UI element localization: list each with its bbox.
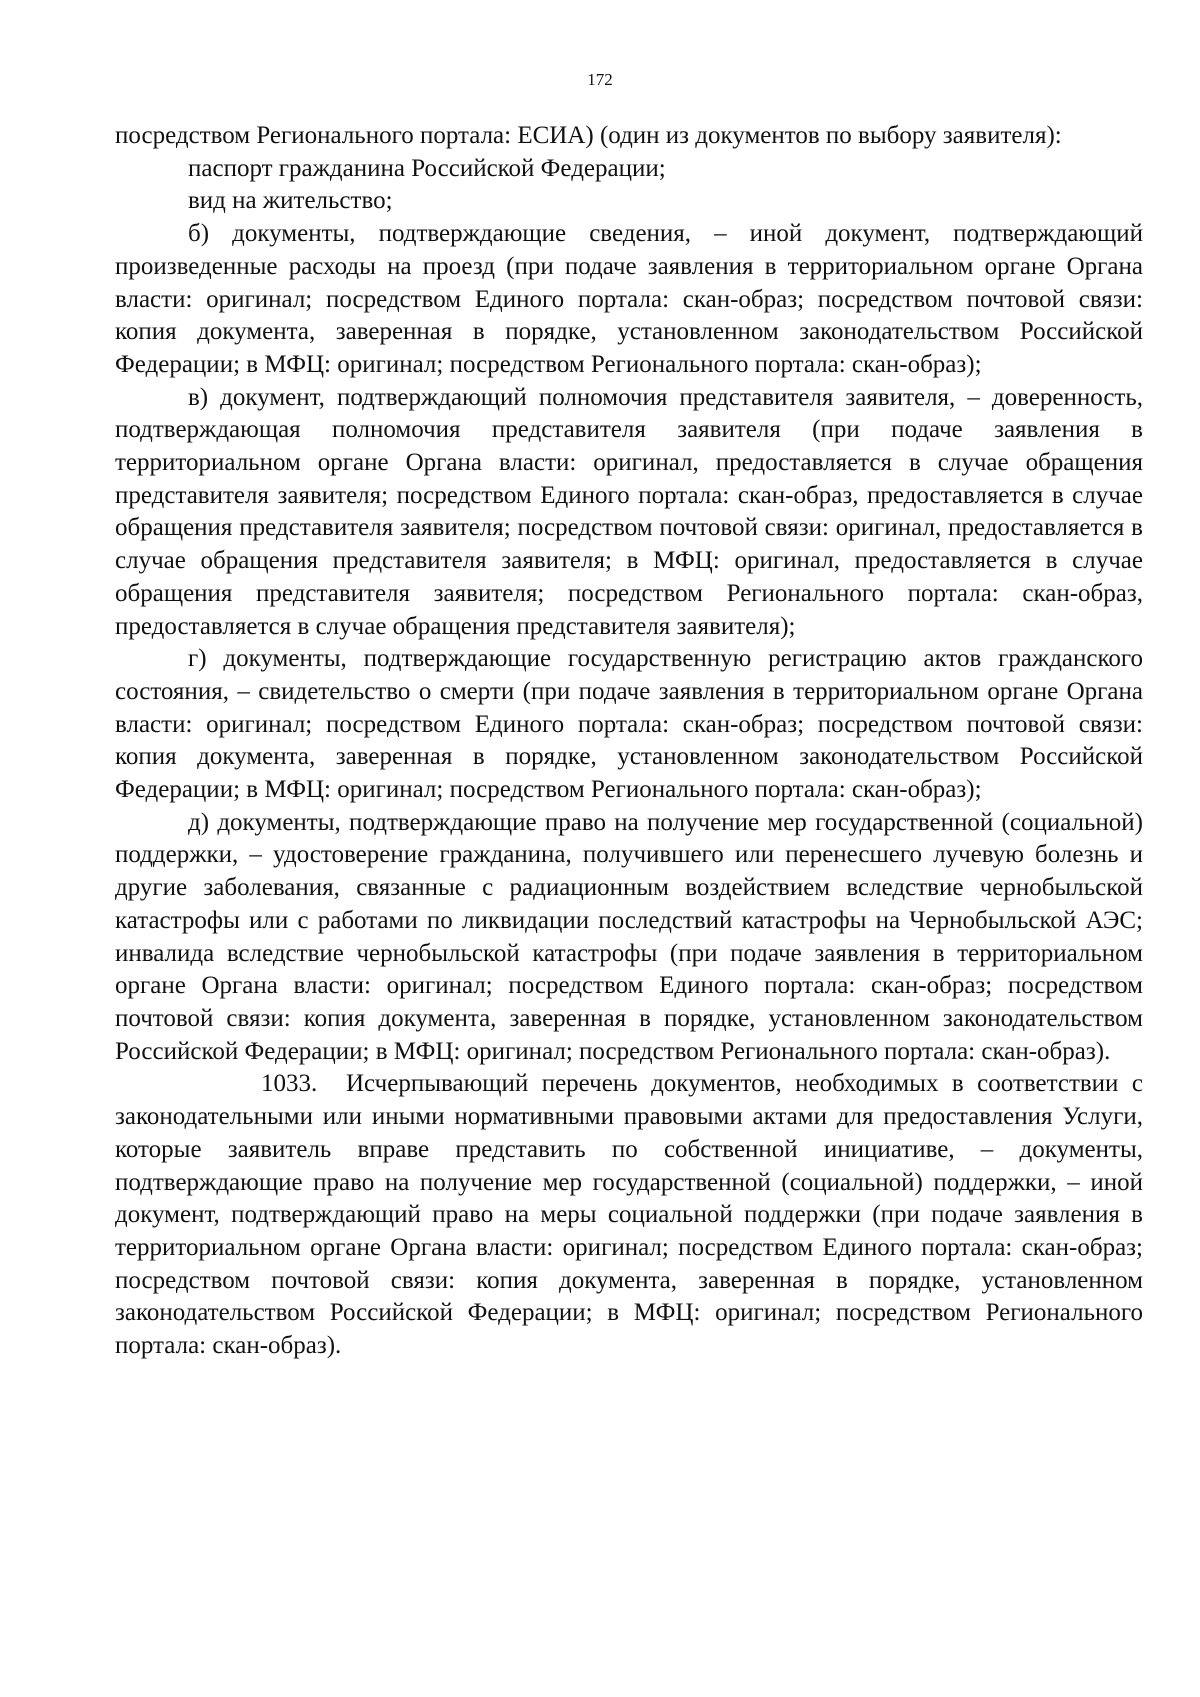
- list-item-passport: паспорт гражданина Российской Федерации;: [188, 154, 666, 182]
- paragraph-text: Исчерпывающий перечень документов, необходимых в соответствии с законодательными или иными нормативными правовыми актами для предоставления Услуги, которые заявитель вправе представить по собственной инициативе, – документы, подтверждающие право на получение мер государственной (социальной) поддержки, – иной документ, подтверждающий право на меры социальной поддержки (при подаче заявления в территориальном органе Органа власти: оригинал; посредством Единого портала: скан-образ; посредством почтовой связи: копия документа, заверенная в порядке, установленном законодательством Российской Федерации; в МФЦ: оригинал; посредством Регионального портала: скан-образ).: [115, 1070, 1143, 1360]
- list-item-residence-permit: вид на жительство;: [188, 187, 393, 215]
- page-number: 172: [587, 70, 613, 89]
- paragraph-item-g: г) документы, подтверждающие государственную регистрацию актов гражданского состояния, – свидетельство о смерти (при подаче заявления в территориальном органе Органа власти: оригинал; посредством Единого портала: скан-образ; посредством почтовой связи: копия документа, заверенная в порядке, установленном законодательством Российской Федерации; в МФЦ: оригинал; посредством Регионального портала: скан-образ);: [115, 645, 1143, 804]
- paragraph-continuation: посредством Регионального портала: ЕСИА) (один из документов по выбору заявителя):: [115, 122, 1062, 149]
- document-body: [115, 120, 1143, 1363]
- paragraph-item-v: в) документ, подтверждающий полномочия представителя заявителя, – доверенность, подтверждающая полномочия представителя заявителя (при подаче заявления в территориальном органе Органа власти: оригинал, предоставляется в случае обращения представителя заявителя; посредством Единого портала: скан-образ, предоставляется в случае обращения представителя заявителя; посредством почтовой связи: оригинал, предоставляется в случае обращения представителя заявителя; в МФЦ: оригинал, предоставляется в случае обращения представителя заявителя; посредством Регионального портала: скан-образ, предоставляется в случае обращения представителя заявителя);: [115, 383, 1143, 640]
- paragraph-item-b: б) документы, подтверждающие сведения, – иной документ, подтверждающий произведенные расходы на проезд (при подаче заявления в территориальном органе Органа власти: оригинал; посредством Единого портала: скан-образ; посредством почтовой связи: копия документа, заверенная в порядке, установленном законодательством Российской Федерации; в МФЦ: оригинал; посредством Регионального портала: скан-образ);: [115, 220, 1143, 378]
- paragraph-number: 1033.: [261, 1070, 318, 1098]
- numbered-paragraph-1033: [115, 1068, 1143, 1362]
- paragraph-item-d: д) документы, подтверждающие право на получение мер государственной (социальной) поддержки, – удостоверение гражданина, получившего или перенесшего лучевую болезнь и другие заболевания, связанные с радиационным воздействием вследствие чернобыльской катастрофы или с работами по ликвидации последствий катастрофы на Чернобыльской АЭС; инвалида вследствие чернобыльской катастрофы (при подаче заявления в территориальном органе Органа власти: оригинал; посредством Единого портала: скан-образ; посредством почтовой связи: копия документа, заверенная в порядке, установленном законодательством Российской Федерации; в МФЦ: оригинал; посредством Регионального портала: скан-образ).: [115, 808, 1143, 1065]
